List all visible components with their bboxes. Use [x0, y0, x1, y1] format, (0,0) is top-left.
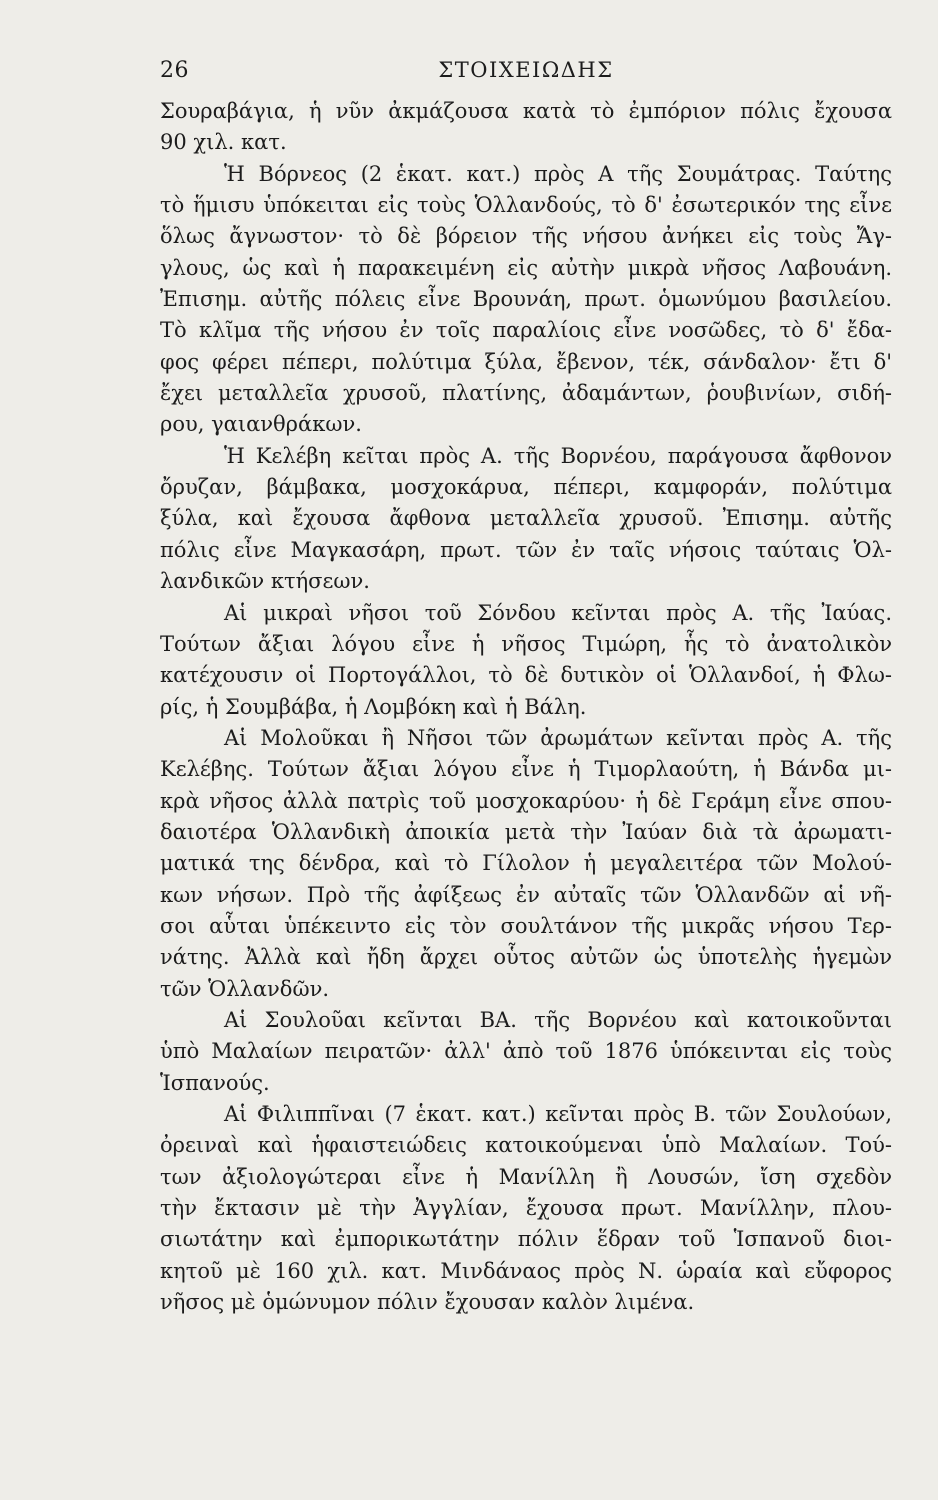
text-line: δαιοτέρα Ὁλλανδικὴ ἀποικία μετὰ τὴν Ἰαύαν διὰ τὰ ἀρωματι- [160, 819, 892, 844]
page-number: 26 [160, 58, 189, 83]
text-line: Αἱ Σουλοῦαι κεῖνται ΒΑ. τῆς Βορνέου καὶ κατοικοῦνται [224, 1007, 892, 1032]
text-line: νῆσος μὲ ὁμώνυμον πόλιν ἔχουσαν καλὸν λιμένα. [160, 1290, 695, 1315]
page-header [160, 58, 892, 90]
text-line: Τούτων ἄξιαι λόγου εἶνε ἡ νῆσος Τιμώρη, ἧς τὸ ἀνατολικὸν [160, 631, 892, 656]
text-line: πόλις εἶνε Μαγκασάρη, πρωτ. τῶν ἐν ταῖς νήσοις ταύταις Ὁλ- [160, 537, 892, 562]
text-line: ὄρυζαν, βάμβακα, μοσχοκάρυα, πέπερι, καμφοράν, πολύτιμα [160, 475, 892, 500]
running-title: ΣΤΟΙΧΕΙΩΔΗΣ [438, 58, 614, 82]
text-line: Τὸ κλῖμα τῆς νήσου ἐν τοῖς παραλίοις εἶνε νοσῶδες, τὸ δ' ἔδα- [160, 318, 892, 343]
text-line: Κελέβης. Τούτων ἄξιαι λόγου εἶνε ἡ Τιμορλαούτη, ἡ Βάνδα μι- [160, 757, 892, 782]
text-line: λανδικῶν κτήσεων. [160, 569, 370, 594]
text-line: γλους, ὡς καὶ ἡ παρακειμένη εἰς αὐτὴν μικρὰ νῆσος Λαβουάνη. [160, 255, 892, 280]
text-line: φος φέρει πέπερι, πολύτιμα ξύλα, ἔβενον, τέκ, σάνδαλον· ἔτι δ' [160, 349, 892, 374]
text-line: Ἡ Βόρνεος (2 ἑκατ. κατ.) πρὸς Α τῆς Σουμάτρας. Ταύτης [224, 161, 892, 186]
body-text [160, 96, 892, 1318]
text-line: ρου, γαιανθράκων. [160, 412, 362, 437]
text-line: ξύλα, καὶ ἔχουσα ἄφθονα μεταλλεῖα χρυσοῦ. Ἐπισημ. αὐτῆς [160, 506, 892, 531]
text-line: κων νήσων. Πρὸ τῆς ἀφίξεως ἐν αὐταῖς τῶν Ὁλλανδῶν αἱ νῆ- [160, 882, 892, 907]
text-line: κητοῦ μὲ 160 χιλ. κατ. Μινδάναος πρὸς Ν. ὡραία καὶ εὔφορος [160, 1258, 892, 1283]
text-line: τὴν ἔκτασιν μὲ τὴν Ἀγγλίαν, ἔχουσα πρωτ. Μανίλλην, πλου- [160, 1196, 892, 1221]
text-line: κατέχουσιν οἱ Πορτογάλλοι, τὸ δὲ δυτικὸν οἱ Ὁλλανδοί, ἡ Φλω- [160, 663, 892, 688]
text-line: ὑπὸ Μαλαίων πειρατῶν· ἀλλ' ἀπὸ τοῦ 1876 ὑπόκεινται εἰς τοὺς [160, 1039, 892, 1064]
text-line: Σουραβάγια, ἡ νῦν ἀκμάζουσα κατὰ τὸ ἐμπόριον πόλις ἔχουσα [160, 99, 892, 123]
text-line: ματικά της δένδρα, καὶ τὸ Γίλολον ἡ μεγαλειτέρα τῶν Μολού- [160, 851, 892, 876]
text-line: των ἀξιολογώτεραι εἶνε ἡ Μανίλλη ἢ Λουσών, ἴση σχεδὸν [160, 1164, 892, 1189]
text-line: ὀρειναὶ καὶ ἡφαιστειώδεις κατοικούμεναι ὑπὸ Μαλαίων. Τού- [160, 1133, 892, 1158]
text-line: Ἐπισημ. αὐτῆς πόλεις εἶνε Βρουνάη, πρωτ. ὁμωνύμου βασιλείου. [160, 287, 892, 312]
text-line: Ἡ Κελέβη κεῖται πρὸς Α. τῆς Βορνέου, παράγουσα ἄφθονον [224, 443, 892, 468]
text-line: σοι αὗται ὑπέκειντο εἰς τὸν σουλτάνον τῆς μικρᾶς νήσου Τερ- [160, 913, 892, 938]
text-line: Αἱ Φιλιππῖναι (7 ἑκατ. κατ.) κεῖνται πρὸς Β. τῶν Σουλούων, [224, 1102, 892, 1126]
text-line: τῶν Ὁλλανδῶν. [160, 976, 330, 1001]
text-line: σιωτάτην καὶ ἐμπορικωτάτην πόλιν ἕδραν τοῦ Ἱσπανοῦ διοι- [160, 1227, 892, 1252]
text-line: Αἱ μικραὶ νῆσοι τοῦ Σόνδου κεῖνται πρὸς Α. τῆς Ἰαύας. [224, 600, 892, 625]
text-line: κρὰ νῆσος ἀλλὰ πατρὶς τοῦ μοσχοκαρύου· ἡ δὲ Γεράμη εἶνε σπου- [160, 788, 892, 813]
text-line: ἔχει μεταλλεῖα χρυσοῦ, πλατίνης, ἀδαμάντων, ῥουβινίων, σιδή- [160, 381, 892, 406]
text-line: 90 χιλ. κατ. [160, 130, 287, 155]
text-line: ὅλως ἄγνωστον· τὸ δὲ βόρειον τῆς νήσου ἀνήκει εἰς τοὺς Ἄγ- [160, 224, 892, 249]
text-line: Αἱ Μολοῦκαι ἢ Νῆσοι τῶν ἀρωμάτων κεῖνται πρὸς Α. τῆς [224, 725, 892, 750]
text-line: νάτης. Ἀλλὰ καὶ ἤδη ἄρχει οὗτος αὐτῶν ὡς ὑποτελὴς ἡγεμὼν [160, 945, 892, 970]
text-line: Ἱσπανούς. [160, 1070, 270, 1095]
text-line: ρίς, ἡ Σουμβάβα, ἡ Λομβόκη καὶ ἡ Βάλη. [160, 694, 587, 719]
text-line: τὸ ἥμισυ ὑπόκειται εἰς τοὺς Ὁλλανδούς, τὸ δ' ἐσωτερικόν της εἶνε [160, 193, 892, 218]
